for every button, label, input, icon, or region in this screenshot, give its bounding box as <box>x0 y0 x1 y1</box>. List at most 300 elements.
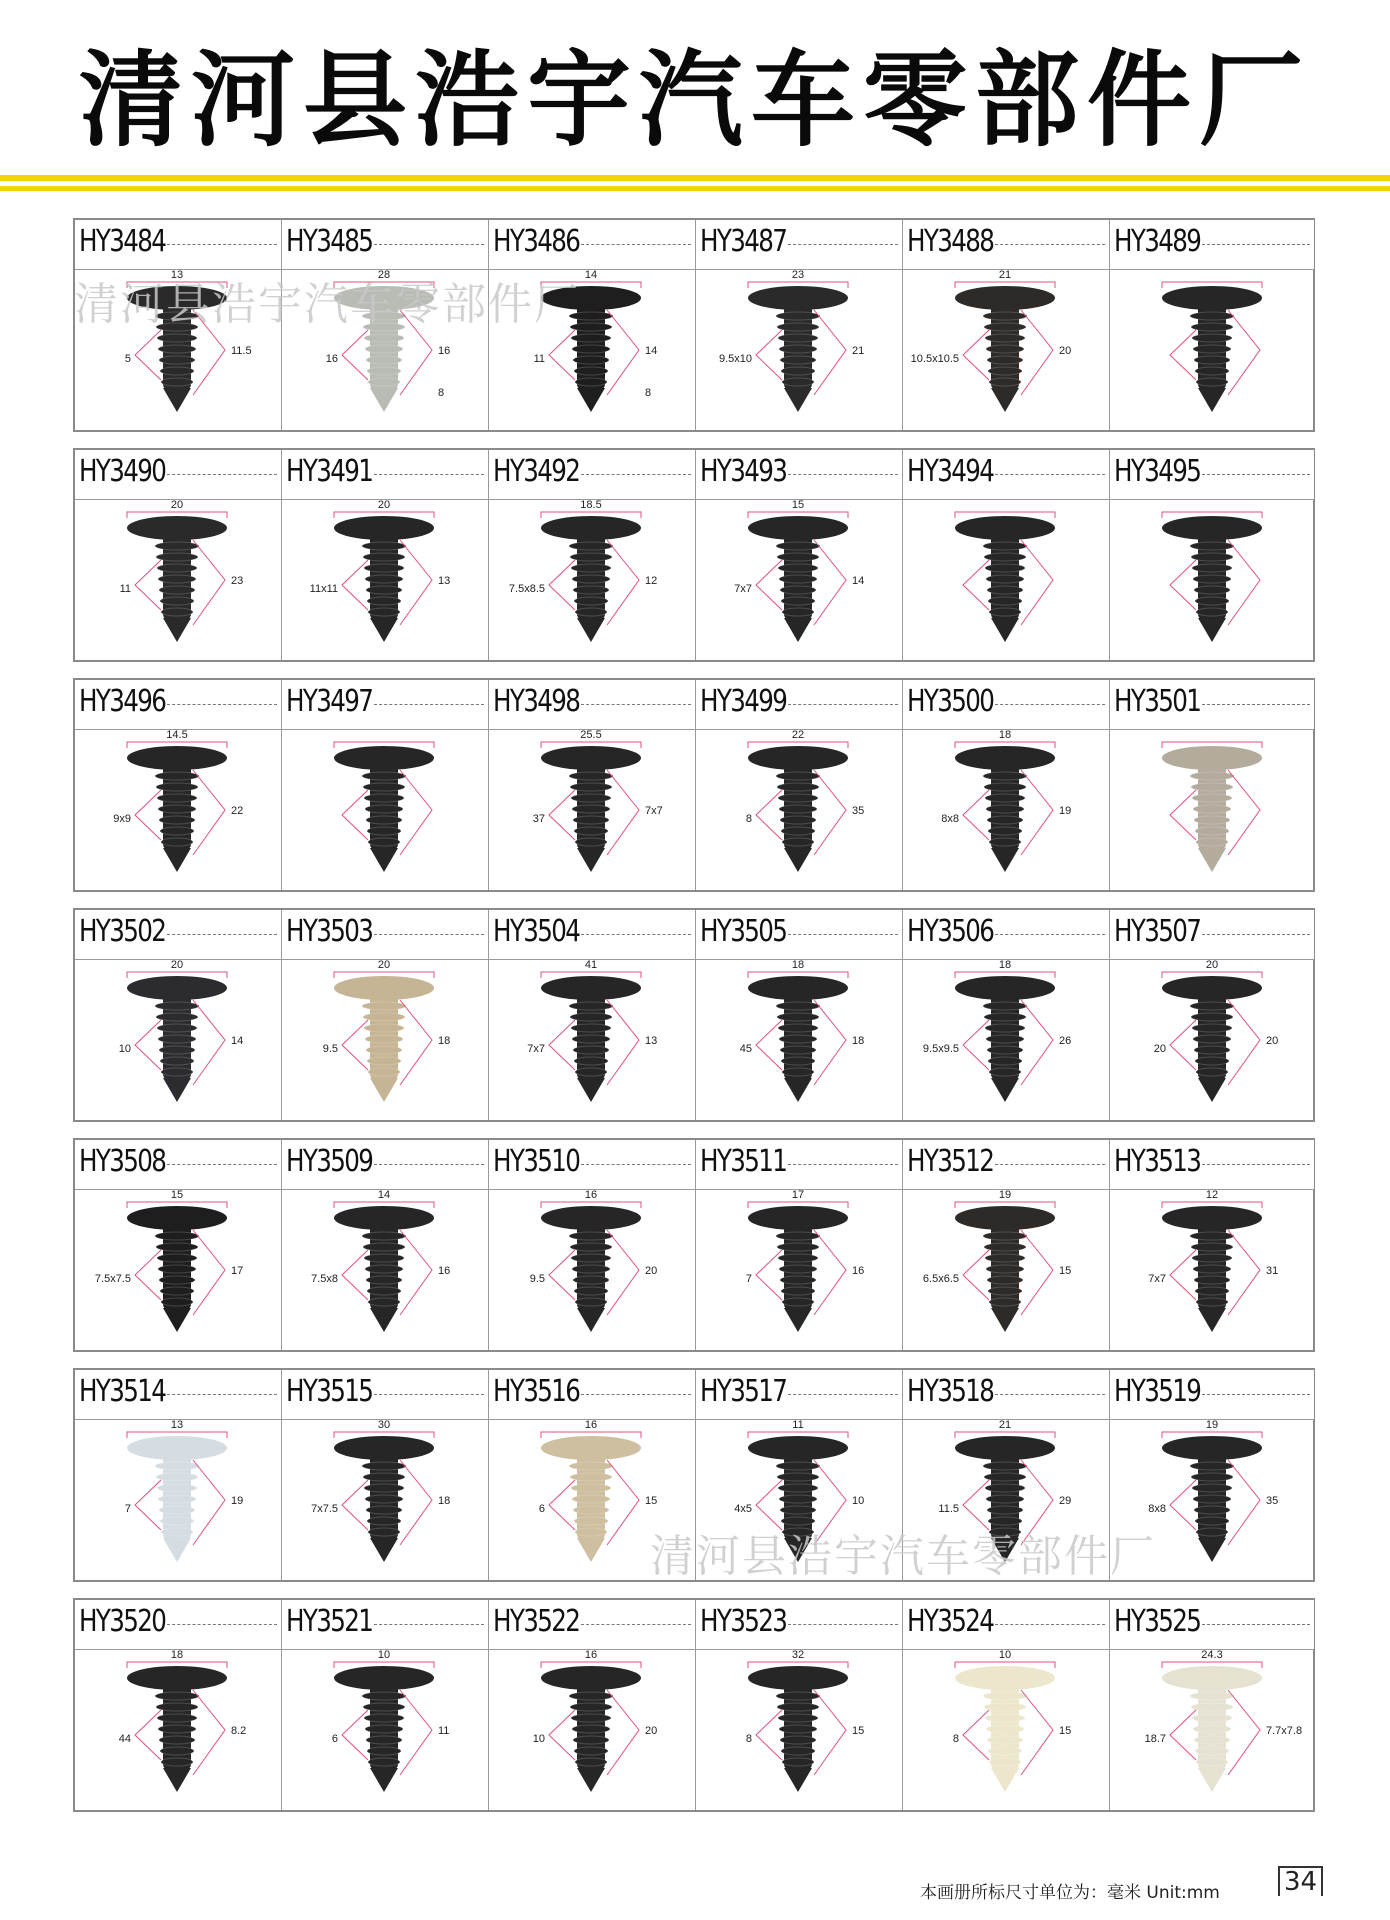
product-code-bar <box>1110 1600 1314 1650</box>
clip-rib <box>570 553 612 561</box>
clip-rib <box>367 367 401 375</box>
product-code-bar <box>489 910 695 960</box>
dimension-label: 35 <box>1266 1495 1279 1507</box>
clip-rib <box>366 1506 402 1514</box>
clip-rib <box>363 783 405 791</box>
clip-rib <box>1192 794 1232 802</box>
product-image <box>282 730 488 890</box>
product-cell[interactable] <box>75 1140 282 1350</box>
product-code-bar <box>1110 910 1314 960</box>
dimension-line <box>400 1460 432 1545</box>
dimension-label: 19 <box>998 1190 1012 1201</box>
clip-rib <box>779 1725 817 1733</box>
clip-rib <box>782 1528 814 1536</box>
dimension-label: 22 <box>231 805 244 817</box>
clip-rib <box>986 1035 1024 1043</box>
product-cell[interactable] <box>696 910 903 1120</box>
unit-note: 本画册所标尺寸单位为：毫米 Unit:mm <box>920 1883 1220 1903</box>
clip-rib <box>574 1057 608 1065</box>
dimension-label: 16 <box>852 1265 865 1277</box>
fastener-clip-illustration <box>282 960 487 1120</box>
product-image <box>903 960 1109 1120</box>
dimension-label: 18.7 <box>1144 1733 1166 1745</box>
clip-rib <box>367 1747 401 1755</box>
clip-rib <box>983 542 1027 550</box>
clip-rib <box>985 1714 1025 1722</box>
dimension-line <box>1228 1460 1260 1545</box>
dimension-label: 45 <box>739 1043 752 1055</box>
product-code: HY3517 <box>700 1374 787 1409</box>
clip-rib <box>571 794 611 802</box>
clip-rib <box>1190 542 1234 550</box>
dimension-label: 20 <box>1059 345 1072 357</box>
fastener-clip-illustration <box>903 1650 1108 1810</box>
product-code: HY3501 <box>1114 684 1201 719</box>
product-code: HY3506 <box>907 914 994 949</box>
clip-rib <box>571 1254 611 1262</box>
fastener-clip-illustration <box>903 960 1108 1120</box>
dashed-leader <box>374 1624 484 1625</box>
dimension-label: 15 <box>852 1725 865 1737</box>
product-cell[interactable] <box>489 1370 696 1580</box>
dimension-label: 15 <box>1059 1725 1072 1737</box>
clip-rib <box>983 1692 1027 1700</box>
clip-rib <box>780 1736 816 1744</box>
clip-rib <box>158 575 196 583</box>
product-cell[interactable] <box>75 910 282 1120</box>
clip-tip <box>577 388 605 412</box>
clip-rib <box>1194 816 1230 824</box>
fastener-clip-illustration <box>696 1420 901 1580</box>
clip-rib <box>1192 564 1232 572</box>
product-cell[interactable] <box>489 1140 696 1350</box>
clip-rib <box>1196 838 1228 846</box>
clip-rib <box>1190 1462 1234 1470</box>
dimension-line <box>607 310 639 395</box>
fastener-clip-illustration <box>75 500 280 660</box>
clip-rib <box>368 608 400 616</box>
clip-rib <box>777 323 819 331</box>
clip-rib <box>156 1243 198 1251</box>
dimension-label: 7x7 <box>527 1043 545 1055</box>
dimension-label: 11x11 <box>309 583 338 595</box>
product-cell[interactable] <box>282 450 489 660</box>
product-image <box>1110 730 1314 890</box>
fastener-clip-illustration <box>696 500 901 660</box>
clip-tip <box>1198 1538 1226 1562</box>
clip-rib <box>572 805 610 813</box>
clip-rib <box>368 1068 400 1076</box>
clip-rib <box>985 564 1025 572</box>
clip-rib <box>364 564 404 572</box>
dimension-line <box>1228 1230 1260 1315</box>
dimension-line <box>193 1230 225 1315</box>
product-code-bar <box>75 220 281 270</box>
product-image <box>1110 1650 1314 1810</box>
clip-rib <box>161 1528 193 1536</box>
product-image <box>903 1420 1109 1580</box>
clip-rib <box>987 586 1023 594</box>
product-cell[interactable] <box>903 1140 1110 1350</box>
dimension-label: 10.5x10.5 <box>910 353 959 365</box>
clip-tip <box>1198 1768 1226 1792</box>
product-cell[interactable] <box>282 680 489 890</box>
product-code-bar <box>1110 1140 1314 1190</box>
product-code: HY3484 <box>79 224 166 259</box>
clip-rib <box>983 1002 1027 1010</box>
clip-tip <box>163 1538 191 1562</box>
clip-rib <box>777 783 819 791</box>
catalog-row <box>73 218 1315 432</box>
clip-rib <box>988 1287 1022 1295</box>
clip-rib <box>363 1243 405 1251</box>
clip-rib <box>779 575 817 583</box>
product-code: HY3511 <box>700 1144 787 1179</box>
dimension-line <box>193 770 225 855</box>
clip-rib <box>1191 553 1233 561</box>
product-code-bar <box>75 1140 281 1190</box>
clip-rib <box>367 1287 401 1295</box>
dimension-label: 7.5x8.5 <box>508 583 545 595</box>
product-code-bar <box>903 680 1109 730</box>
product-cell[interactable] <box>696 450 903 660</box>
clip-rib <box>781 1287 815 1295</box>
clip-rib <box>984 553 1026 561</box>
clip-rib <box>986 1495 1024 1503</box>
clip-rib <box>1193 1725 1231 1733</box>
clip-rib <box>984 1243 1026 1251</box>
product-cell[interactable] <box>903 680 1110 890</box>
clip-tip <box>784 618 812 642</box>
product-code: HY3499 <box>700 684 787 719</box>
dimension-label: 7.5x8 <box>311 1273 338 1285</box>
clip-rib <box>984 783 1026 791</box>
product-cell[interactable] <box>282 910 489 1120</box>
clip-rib <box>157 334 197 342</box>
product-code-bar <box>75 1370 281 1420</box>
clip-rib <box>986 1725 1024 1733</box>
clip-rib <box>1196 378 1228 386</box>
dimension-label: 14 <box>852 575 865 587</box>
product-image <box>696 500 902 660</box>
clip-tip <box>577 1308 605 1332</box>
product-code-bar <box>282 1370 488 1420</box>
clip-rib <box>575 1068 607 1076</box>
dimension-label: 41 <box>584 960 598 971</box>
product-cell[interactable] <box>489 220 696 430</box>
clip-rib <box>157 564 197 572</box>
product-cell[interactable] <box>696 680 903 890</box>
dimension-line <box>1021 1230 1053 1315</box>
dashed-leader <box>995 1164 1105 1165</box>
product-cell[interactable] <box>1110 680 1314 890</box>
dashed-leader <box>995 704 1105 705</box>
product-code: HY3523 <box>700 1604 787 1639</box>
header-rule-bottom <box>0 186 1390 191</box>
clip-rib <box>575 1528 607 1536</box>
dimension-line <box>193 1460 225 1545</box>
product-code-bar <box>1110 1370 1314 1420</box>
dashed-leader <box>788 244 898 245</box>
product-code: HY3486 <box>493 224 580 259</box>
clip-rib <box>777 553 819 561</box>
dimension-label: 15 <box>170 1190 184 1201</box>
product-cell[interactable] <box>1110 1370 1314 1580</box>
dimension-line <box>1228 770 1260 855</box>
dimension-label: 7x7 <box>645 805 663 817</box>
dashed-leader <box>581 1624 691 1625</box>
dimension-label: 8 <box>745 1733 752 1745</box>
dimension-label: 32 <box>791 1650 805 1661</box>
product-code: HY3504 <box>493 914 580 949</box>
fastener-clip-illustration <box>75 1420 280 1580</box>
product-cell[interactable] <box>903 910 1110 1120</box>
product-code-bar <box>903 1370 1109 1420</box>
dimension-line <box>1228 310 1260 395</box>
product-cell[interactable] <box>903 220 1110 430</box>
clip-rib <box>781 1057 815 1065</box>
dashed-leader <box>788 704 898 705</box>
product-code-bar <box>489 1600 695 1650</box>
fastener-clip-illustration <box>903 1190 1108 1350</box>
product-cell[interactable] <box>75 1600 282 1810</box>
dimension-line <box>607 1000 639 1085</box>
product-cell[interactable] <box>489 910 696 1120</box>
product-code: HY3505 <box>700 914 787 949</box>
product-code: HY3522 <box>493 1604 580 1639</box>
dimension-label: 7x7 <box>734 583 752 595</box>
clip-rib <box>572 1495 610 1503</box>
clip-rib <box>575 838 607 846</box>
dimension-line <box>607 1460 639 1545</box>
dimension-label: 37 <box>532 813 545 825</box>
product-cell[interactable] <box>489 680 696 890</box>
clip-tip <box>784 1078 812 1102</box>
dimension-label: 8x8 <box>941 813 959 825</box>
dashed-leader <box>1202 1394 1310 1395</box>
product-cell[interactable] <box>75 680 282 890</box>
clip-rib <box>1195 367 1229 375</box>
product-image <box>75 1650 281 1810</box>
clip-rib <box>1190 312 1234 320</box>
product-cell[interactable] <box>75 220 282 430</box>
dashed-leader <box>1202 1624 1310 1625</box>
dimension-label: 8 <box>952 1733 959 1745</box>
dashed-leader <box>995 474 1105 475</box>
dimension-line <box>814 540 846 625</box>
clip-rib <box>158 1035 196 1043</box>
fastener-clip-illustration <box>75 960 280 1120</box>
clip-rib <box>368 1528 400 1536</box>
dimension-label: 16 <box>584 1650 598 1661</box>
product-code-bar <box>282 680 488 730</box>
product-code: HY3516 <box>493 1374 580 1409</box>
clip-rib <box>1191 1013 1233 1021</box>
clip-rib <box>571 1714 611 1722</box>
clip-rib <box>986 575 1024 583</box>
product-cell[interactable] <box>282 1370 489 1580</box>
fastener-clip-illustration <box>696 730 901 890</box>
clip-rib <box>574 597 608 605</box>
product-code: HY3524 <box>907 1604 994 1639</box>
dimension-label: 13 <box>645 1035 658 1047</box>
clip-rib <box>776 312 820 320</box>
fastener-clip-illustration <box>696 1190 901 1350</box>
product-cell[interactable] <box>903 1370 1110 1580</box>
clip-rib <box>159 1046 195 1054</box>
fastener-clip-illustration <box>75 270 280 430</box>
clip-rib <box>1190 1692 1234 1700</box>
product-cell[interactable] <box>903 450 1110 660</box>
fastener-clip-illustration <box>696 270 901 430</box>
dimension-label: 20 <box>377 960 391 971</box>
product-code-bar <box>75 450 281 500</box>
clip-rib <box>569 772 613 780</box>
clip-rib <box>776 1692 820 1700</box>
dimension-label: 7x7.5 <box>311 1503 338 1515</box>
product-image <box>489 730 695 890</box>
clip-rib <box>780 1506 816 1514</box>
clip-rib <box>367 1057 401 1065</box>
dimension-label: 16 <box>438 1265 451 1277</box>
dimension-label: 13 <box>170 1420 184 1431</box>
dimension-label: 20 <box>377 500 391 511</box>
clip-tip <box>1198 1308 1226 1332</box>
fastener-clip-illustration <box>696 1650 901 1810</box>
product-cell[interactable] <box>1110 1140 1314 1350</box>
product-cell[interactable] <box>1110 450 1314 660</box>
clip-rib <box>573 1736 609 1744</box>
product-cell[interactable] <box>1110 220 1314 430</box>
catalog-row <box>73 1368 1315 1582</box>
clip-rib <box>987 816 1023 824</box>
dimension-label: 6.5x6.5 <box>922 1273 959 1285</box>
clip-rib <box>157 1254 197 1262</box>
product-image <box>1110 960 1314 1120</box>
clip-tip <box>1198 848 1226 872</box>
product-code: HY3519 <box>1114 1374 1201 1409</box>
clip-rib <box>778 1024 818 1032</box>
dashed-leader <box>374 1394 484 1395</box>
clip-rib <box>573 1276 609 1284</box>
dashed-leader <box>1202 474 1310 475</box>
dimension-label: 7x7 <box>1148 1273 1166 1285</box>
clip-rib <box>362 1232 406 1240</box>
clip-rib <box>572 575 610 583</box>
dimension-label: 8 <box>438 387 445 399</box>
product-code: HY3507 <box>1114 914 1201 949</box>
clip-rib <box>1192 1024 1232 1032</box>
clip-rib <box>156 1013 198 1021</box>
clip-rib <box>362 1692 406 1700</box>
clip-rib <box>1192 1484 1232 1492</box>
product-image <box>75 960 281 1120</box>
product-cell[interactable] <box>696 220 903 430</box>
product-code-bar <box>903 450 1109 500</box>
product-cell[interactable] <box>282 1140 489 1350</box>
clip-tip <box>991 1078 1019 1102</box>
clip-rib <box>779 1265 817 1273</box>
product-image <box>282 1420 488 1580</box>
clip-rib <box>157 1714 197 1722</box>
clip-rib <box>365 1725 403 1733</box>
dashed-leader <box>581 474 691 475</box>
clip-rib <box>778 1714 818 1722</box>
clip-rib <box>569 1692 613 1700</box>
clip-tip <box>991 388 1019 412</box>
product-cell[interactable] <box>489 1600 696 1810</box>
product-cell[interactable] <box>696 1140 903 1350</box>
product-cell[interactable] <box>75 450 282 660</box>
dimension-label: 30 <box>377 1420 391 1431</box>
clip-tip <box>991 1308 1019 1332</box>
product-code: HY3485 <box>286 224 373 259</box>
clip-tip <box>577 1768 605 1792</box>
clip-rib <box>987 356 1023 364</box>
product-code: HY3513 <box>1114 1144 1201 1179</box>
product-cell[interactable] <box>282 220 489 430</box>
clip-rib <box>158 805 196 813</box>
dashed-leader <box>1202 934 1310 935</box>
dashed-leader <box>581 1164 691 1165</box>
clip-rib <box>159 586 195 594</box>
product-cell[interactable] <box>696 1370 903 1580</box>
product-cell[interactable] <box>696 1600 903 1810</box>
clip-rib <box>1192 334 1232 342</box>
dimension-line <box>400 310 432 395</box>
dashed-leader <box>581 1394 691 1395</box>
fastener-clip-illustration <box>282 500 487 660</box>
clip-rib <box>575 1298 607 1306</box>
clip-tip <box>163 618 191 642</box>
product-cell[interactable] <box>903 1600 1110 1810</box>
dimension-line <box>1021 1690 1053 1775</box>
product-image <box>1110 1190 1314 1350</box>
dimension-label: 13 <box>438 575 451 587</box>
dimension-line <box>1228 1000 1260 1085</box>
product-cell[interactable] <box>1110 1600 1314 1810</box>
clip-tip <box>1198 618 1226 642</box>
clip-rib <box>983 312 1027 320</box>
clip-tip <box>991 1768 1019 1792</box>
dimension-line <box>193 1690 225 1775</box>
clip-rib <box>362 772 406 780</box>
clip-rib <box>158 345 196 353</box>
clip-rib <box>159 1276 195 1284</box>
product-cell[interactable] <box>1110 910 1314 1120</box>
product-cell[interactable] <box>75 1370 282 1580</box>
dimension-label: 19 <box>231 1495 244 1507</box>
clip-rib <box>159 1506 195 1514</box>
product-cell[interactable] <box>282 1600 489 1810</box>
dimension-label: 13 <box>170 270 184 281</box>
dimension-line <box>814 770 846 855</box>
clip-rib <box>985 1024 1025 1032</box>
dimension-label: 18 <box>791 960 805 971</box>
product-image <box>696 730 902 890</box>
dimension-label: 29 <box>1059 1495 1072 1507</box>
clip-rib <box>156 323 198 331</box>
clip-rib <box>778 1484 818 1492</box>
product-code: HY3520 <box>79 1604 166 1639</box>
dashed-leader <box>167 1394 277 1395</box>
watermark-top: 清河县浩宇汽车零部件厂 <box>74 279 580 330</box>
clip-rib <box>160 1057 194 1065</box>
product-cell[interactable] <box>489 450 696 660</box>
clip-rib <box>366 1276 402 1284</box>
fastener-clip-illustration <box>489 960 694 1120</box>
clip-rib <box>574 1287 608 1295</box>
